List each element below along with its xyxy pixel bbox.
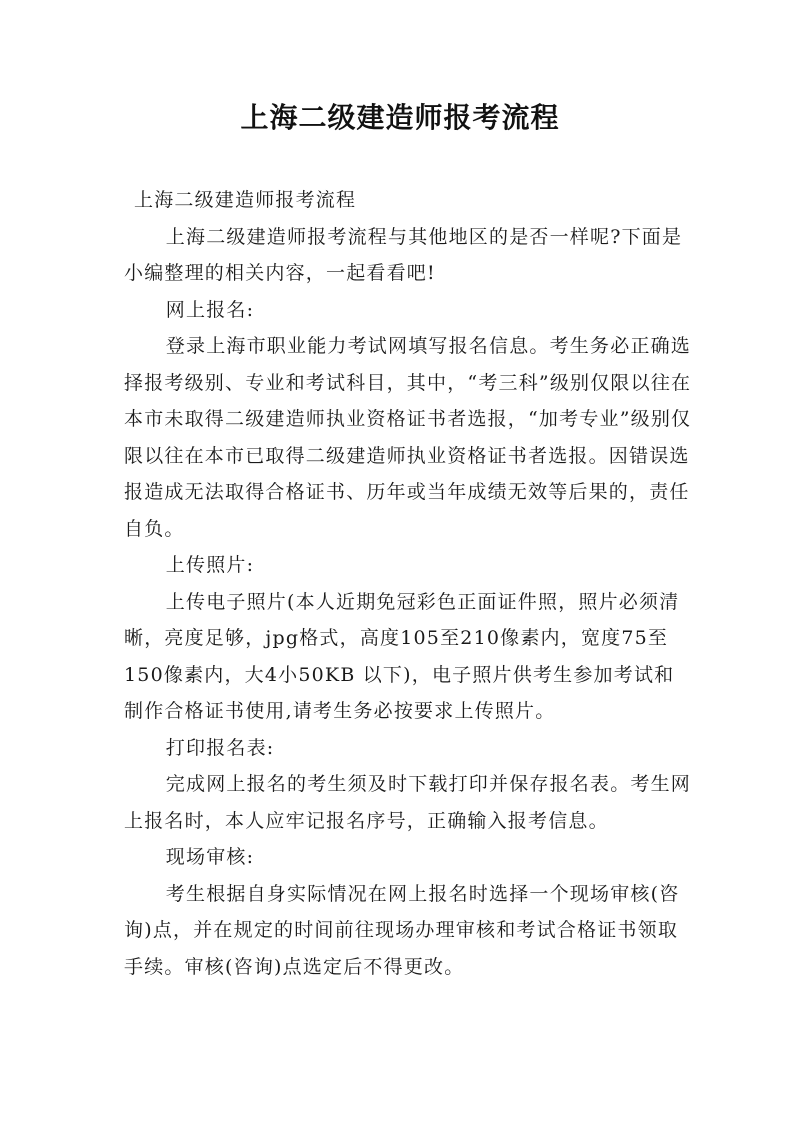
paragraph-upload-photo: 上传电子照片(本人近期免冠彩色正面证件照，照片必须清晰，亮度足够，jpg格式，高度105至210像素内，宽度75至150像素内，大4小50KB 以下)，电子照片供考生参加考试和制作合格证书使用,请考生务必按要求上传照片。 <box>124 590 680 722</box>
document-body <box>124 182 692 985</box>
section-heading-upload-photo: 上传照片: <box>165 554 255 576</box>
document-subtitle: 上海二级建造师报考流程 <box>134 189 357 211</box>
section-heading-onsite-review: 现场审核: <box>165 846 255 868</box>
section-heading-print-form: 打印报名表: <box>165 736 275 759</box>
document-title: 上海二级建造师报考流程 <box>240 101 560 134</box>
paragraph-onsite-review: 考生根据自身实际情况在网上报名时选择一个现场审核(咨询)点，并在规定的时间前往现场办理审核和考试合格证书领取手续。审核(咨询)点选定后不得更改。 <box>124 882 680 978</box>
paragraph-online-registration: 登录上海市职业能力考试网填写报名信息。考生务必正确选择报考级别、专业和考试科目，其中，“考三科”级别仅限以往在本市未取得二级建造师执业资格证书者选报，“加考专业”级别仅限以往在本市已取得二级建造师执业资格证书者选报。因错误选报造成无法取得合格证书、历年或当年成绩无效等后果的，责任自负。 <box>124 335 692 540</box>
paragraph-intro: 上海二级建造师报考流程与其他地区的是否一样呢?下面是小编整理的相关内容，一起看看吧! <box>124 225 683 284</box>
paragraph-print-form: 完成网上报名的考生须及时下载打印并保存报名表。考生网上报名时，本人应牢记报名序号，正确输入报考信息。 <box>124 773 691 832</box>
section-heading-online-registration: 网上报名: <box>165 298 255 321</box>
